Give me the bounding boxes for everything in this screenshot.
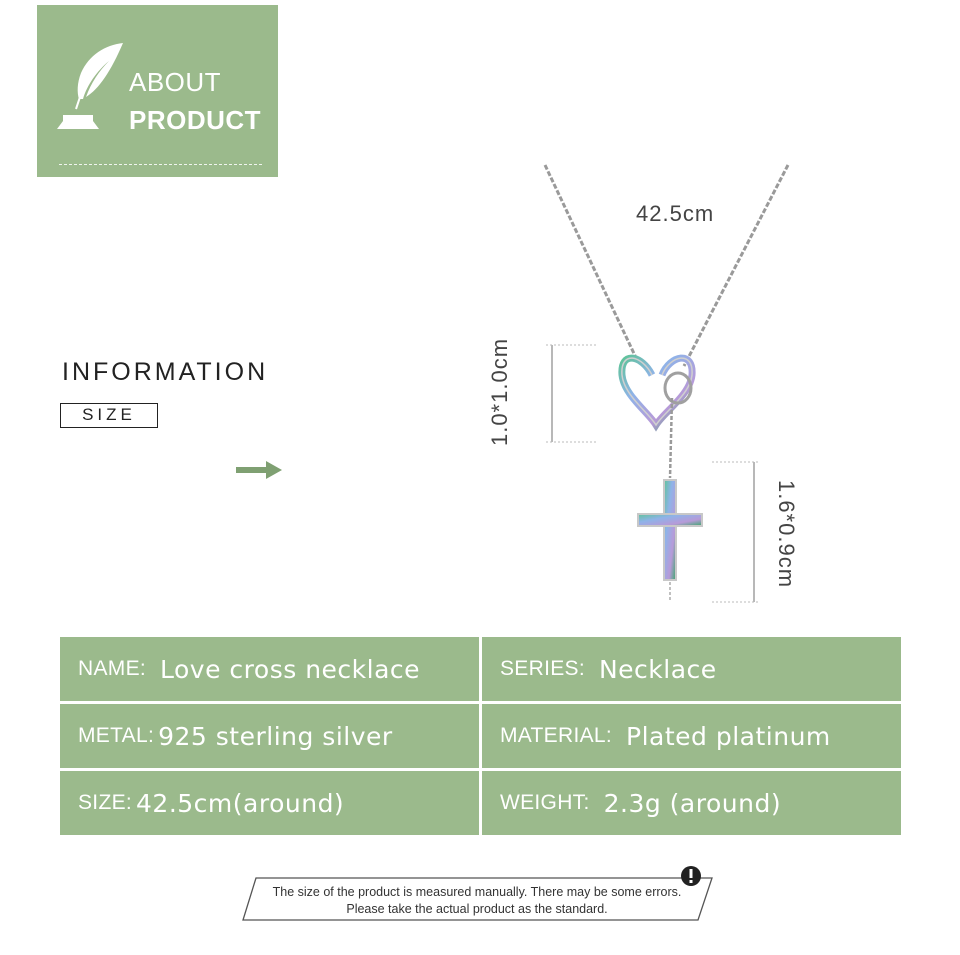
note-text <box>242 884 712 918</box>
spec-metal-key: METAL: <box>78 724 155 747</box>
about-product-banner <box>37 5 278 177</box>
quill-inkwell-icon <box>53 41 125 133</box>
dashed-divider <box>59 164 262 165</box>
spec-name-value: Love cross necklace <box>160 654 421 684</box>
right-arrow-icon <box>236 461 282 479</box>
spec-metal-value: 925 sterling silver <box>158 721 393 751</box>
spec-series-value: Necklace <box>598 654 717 684</box>
heart-size-label: 1.0*1.0cm <box>487 337 512 447</box>
spec-name <box>60 637 479 701</box>
spec-size <box>60 771 479 835</box>
spec-size-value: 42.5cm(around) <box>136 788 345 818</box>
spec-row <box>60 637 901 701</box>
note-line-1: The size of the product is measured manually. There may be some errors. <box>272 885 682 899</box>
spec-material-key: MATERIAL: <box>500 724 612 747</box>
note-line-2: Please take the actual product as the standard. <box>346 902 608 916</box>
spec-weight <box>482 771 901 835</box>
specs-table <box>60 637 901 838</box>
spec-weight-key: WEIGHT: <box>500 791 590 814</box>
spec-name-key: NAME: <box>78 657 147 680</box>
about-label: ABOUT <box>129 67 222 97</box>
product-label: PRODUCT <box>129 105 262 135</box>
spec-size-key: SIZE: <box>78 791 133 814</box>
spec-material-value: Plated platinum <box>626 721 831 751</box>
spec-row <box>60 771 901 835</box>
spec-series-key: SERIES: <box>500 657 585 680</box>
information-heading: INFORMATION <box>62 358 269 386</box>
spec-metal <box>60 704 479 768</box>
spec-row <box>60 704 901 768</box>
spec-weight-value: 2.3g (around) <box>603 788 782 818</box>
chain-length-label: 42.5cm <box>636 201 715 226</box>
spec-series <box>482 637 901 701</box>
size-tag: SIZE <box>60 403 158 428</box>
spec-material <box>482 704 901 768</box>
measurement-note <box>242 866 722 924</box>
cross-size-label: 1.6*0.9cm <box>774 479 799 589</box>
